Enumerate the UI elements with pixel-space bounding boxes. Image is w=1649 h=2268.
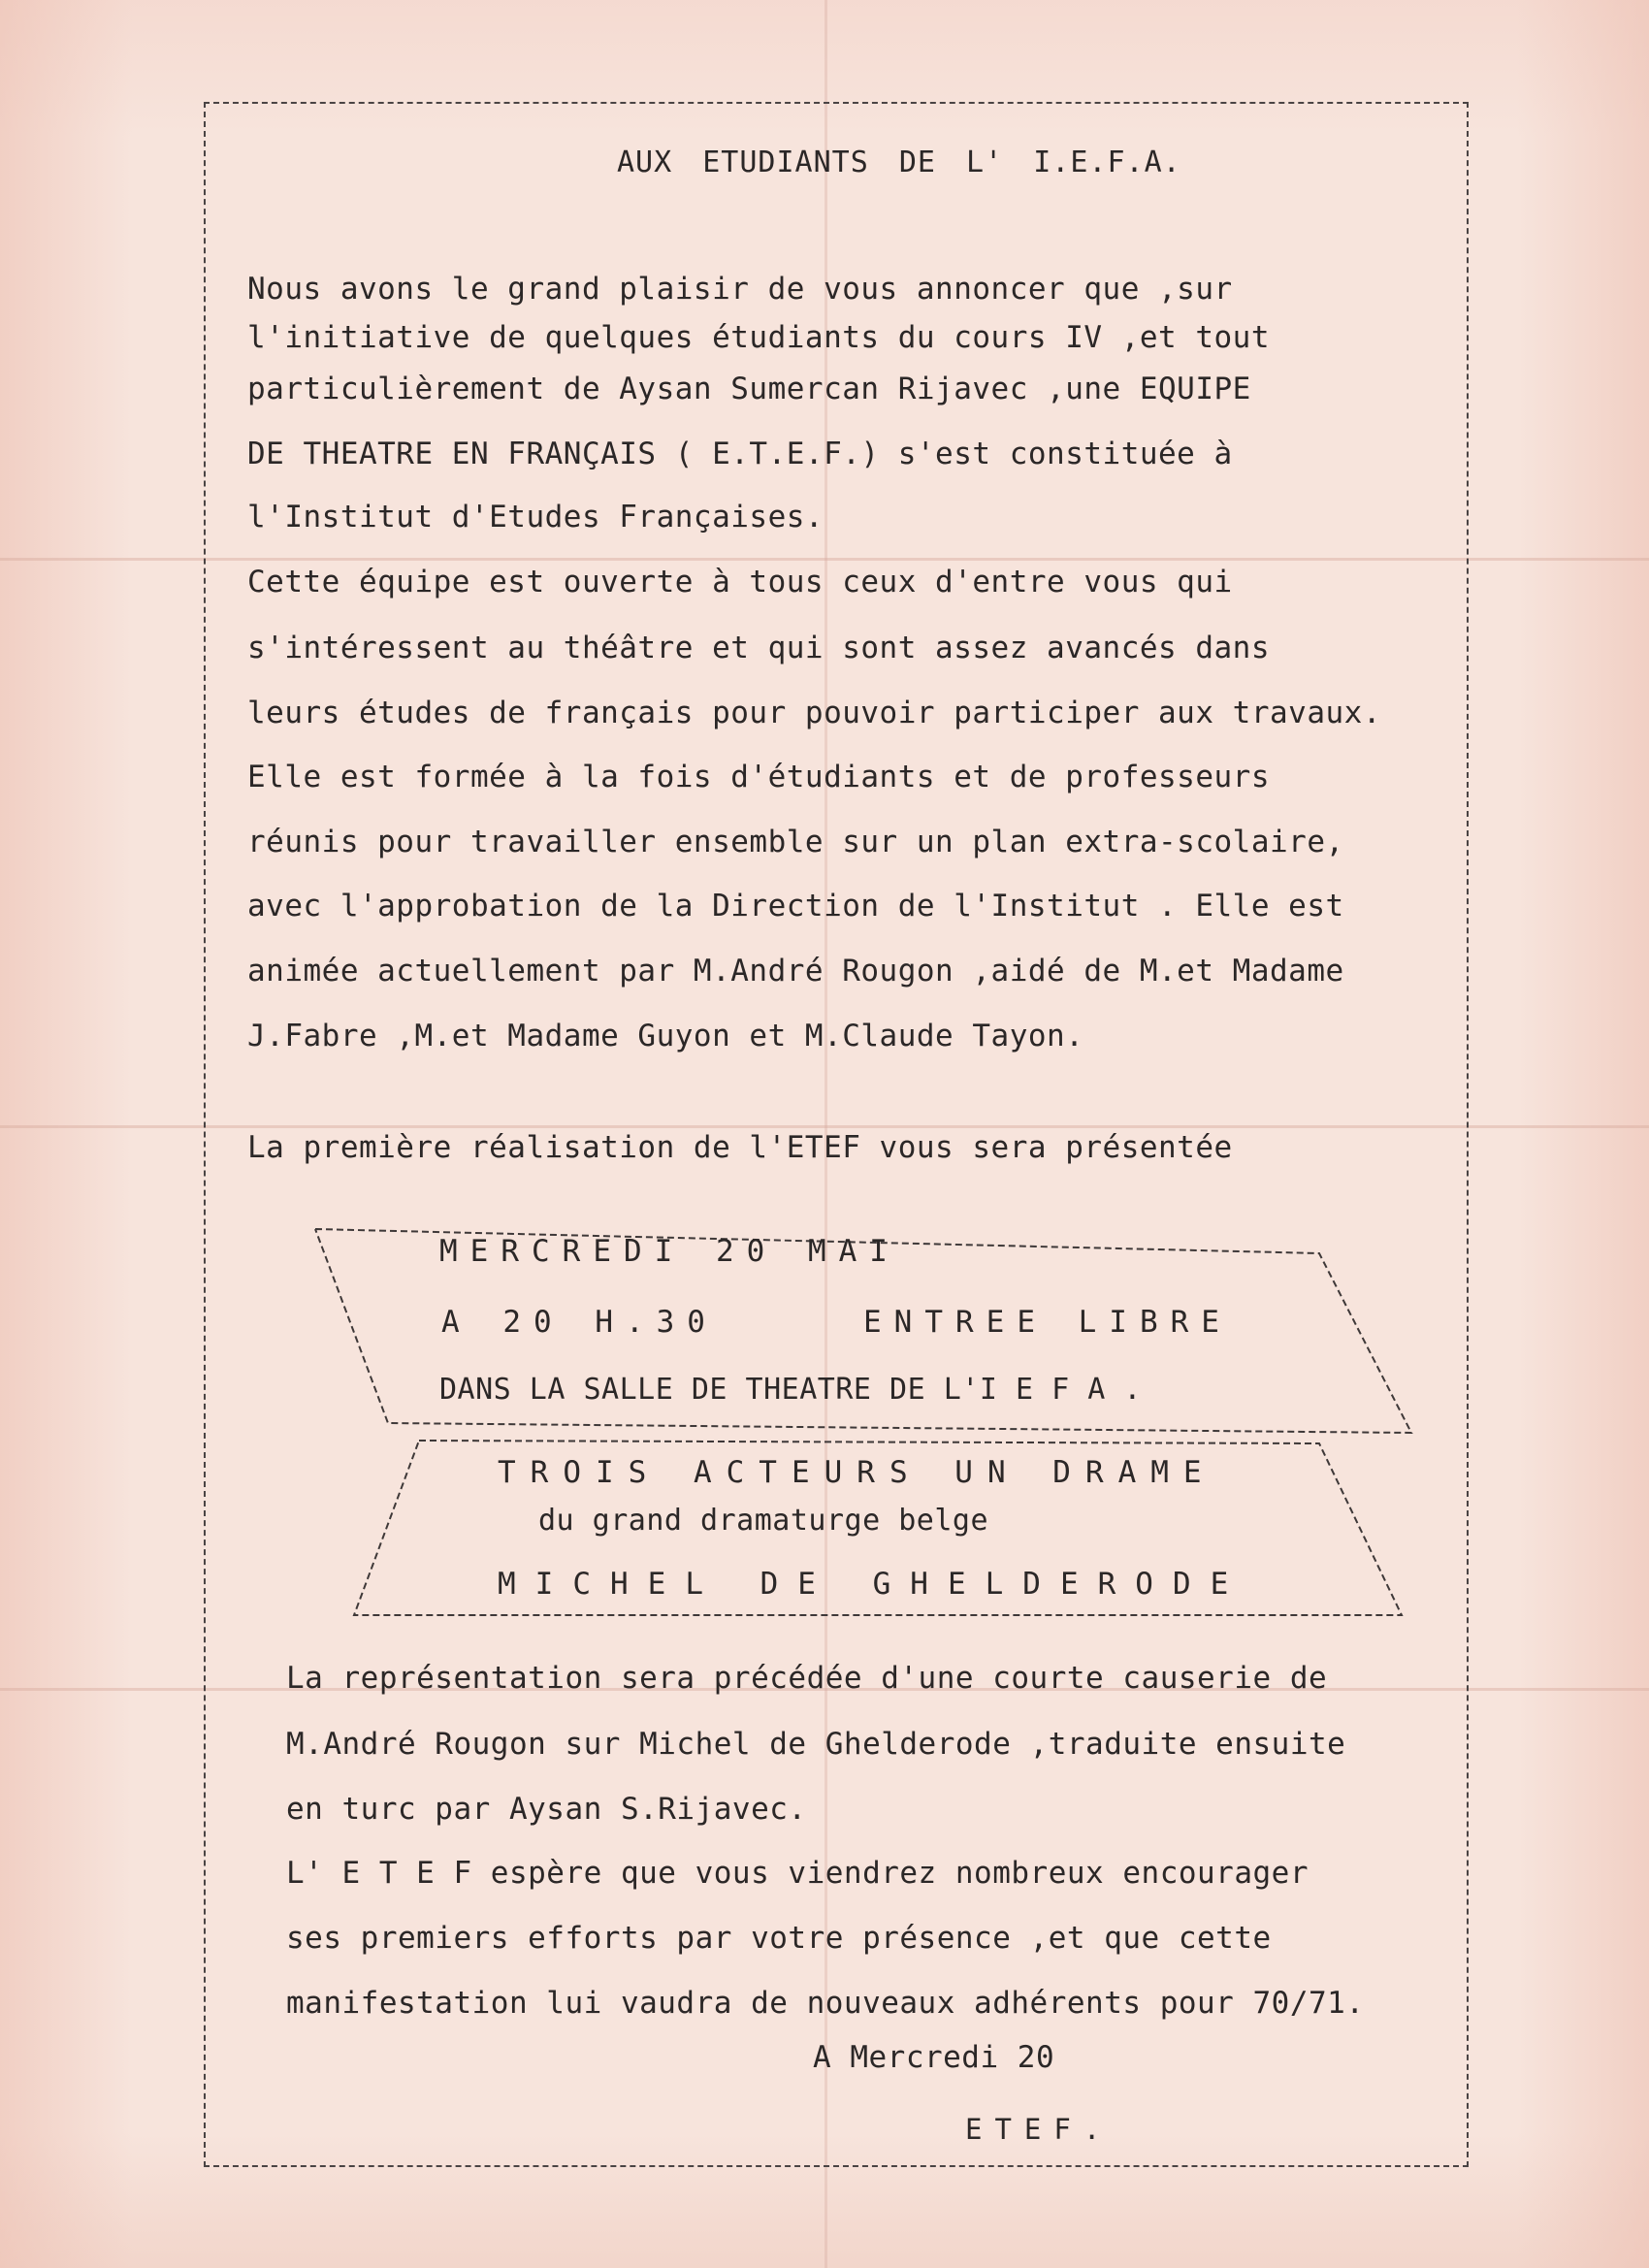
play-author: MICHEL DE GHELDERODE [498, 1567, 1248, 1602]
text-line: manifestation lui vaudra de nouveaux adhérents pour 70/71. [286, 1986, 1365, 2021]
text-line: leurs études de français pour pouvoir participer aux travaux. [247, 696, 1381, 730]
text-line: L' E T E F espère que vous viendrez nombreux encourager [286, 1856, 1309, 1891]
text-line: réunis pour travailler ensemble sur un plan extra-scolaire, [247, 825, 1344, 859]
text-line: s'intéressent au théâtre et qui sont assez avancés dans [247, 631, 1270, 665]
page-title: AUX ETUDIANTS DE L' I.E.F.A. [617, 146, 1181, 179]
text-line: l'Institut d'Etudes Françaises. [247, 500, 824, 535]
text-line: animée actuellement par M.André Rougon ,aidé de M.et Madame [247, 954, 1344, 988]
text-line: Elle est formée à la fois d'étudiants et de professeurs [247, 760, 1270, 794]
text-line: en turc par Aysan S.Rijavec. [286, 1792, 807, 1827]
text-line: La représentation sera précédée d'une courte causerie de [286, 1661, 1328, 1696]
play-subtitle: du grand dramaturge belge [538, 1504, 989, 1538]
text-line: M.André Rougon sur Michel de Ghelderode ,traduite ensuite [286, 1727, 1346, 1762]
play-title: TROIS ACTEURS UN DRAME [498, 1455, 1216, 1490]
text-line: avec l'approbation de la Direction de l'Institut . Elle est [247, 889, 1344, 923]
text-line: J.Fabre ,M.et Madame Guyon et M.Claude Tayon. [247, 1019, 1084, 1053]
event-venue: DANS LA SALLE DE THEATRE DE L'I E F A . [439, 1373, 1142, 1407]
text-line: Nous avons le grand plaisir de vous annoncer que ,sur [247, 272, 1233, 307]
text-line: particulièrement de Aysan Sumercan Rijavec ,une EQUIPE [247, 372, 1251, 406]
signature: ETEF. [965, 2113, 1114, 2146]
text-line: ses premiers efforts par votre présence ,et que cette [286, 1921, 1272, 1956]
event-entry: ENTREE LIBRE [863, 1305, 1232, 1340]
text-line: l'initiative de quelques étudiants du cours IV ,et tout [247, 320, 1270, 355]
announcement-line: La première réalisation de l'ETEF vous sera présentée [247, 1130, 1233, 1165]
text-line: Cette équipe est ouverte à tous ceux d'entre vous qui [247, 565, 1233, 599]
text-line: DE THEATRE EN FRANÇAIS ( E.T.E.F.) s'est constituée à [247, 437, 1233, 471]
signoff: A Mercredi 20 [813, 2040, 1055, 2075]
event-date: MERCREDI 20 MAI [439, 1234, 900, 1269]
event-time: A 20 H.30 [441, 1305, 718, 1340]
